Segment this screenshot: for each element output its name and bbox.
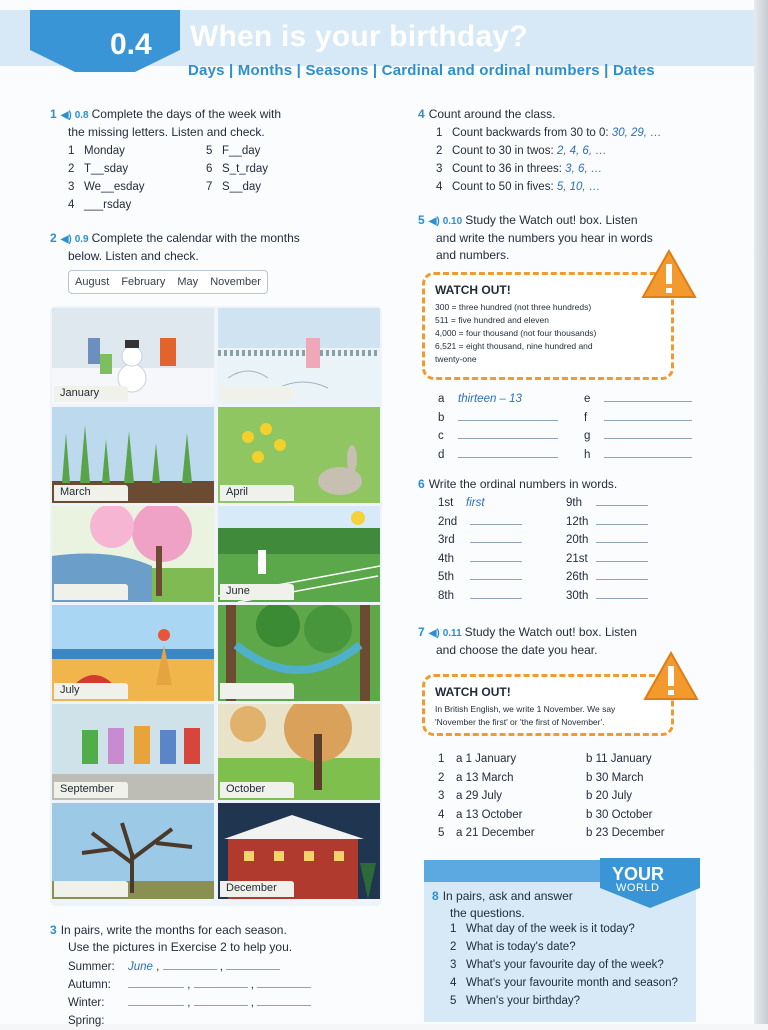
month-label: January	[54, 386, 128, 402]
question-item: 1 What day of the week is it today?	[450, 923, 635, 935]
watch-out-line: In British English, we write 1 November. We say	[435, 704, 616, 714]
question-item: 3 What's your favourite day of the week?	[450, 959, 664, 971]
handwritten-answer: first	[466, 497, 485, 509]
instruction-line: and write the numbers you hear in words	[436, 231, 653, 245]
choice-row: 2 a 13 March b 30 March	[438, 771, 644, 784]
calendar-picture-may	[52, 506, 214, 602]
season-row: Winter: , ,	[68, 994, 368, 1012]
watch-out-title: WATCH OUT!	[435, 283, 511, 297]
choice-row: 1 a 1 January b 11 January	[438, 753, 652, 765]
page-subtitle: Days | Months | Seasons | Cardinal and ordinal numbers | Dates	[188, 62, 655, 79]
exercise-number: 7	[418, 625, 425, 639]
instruction-line: below. Listen and check.	[68, 249, 199, 263]
audio-icon[interactable]: ◀)	[428, 628, 440, 639]
list-item: 3 We__esday	[68, 181, 145, 193]
calendar-picture-september	[52, 704, 214, 800]
ex5-answers: a thirteen – 13 e b f c g d h	[438, 390, 698, 464]
month-label	[220, 683, 294, 699]
unit-number: 0.4	[110, 28, 152, 61]
exercise-number: 3	[50, 923, 57, 937]
list-item: 7 S__day	[206, 181, 262, 193]
choice-row: 5 a 21 December b 23 December	[438, 827, 665, 839]
month-label: April	[220, 485, 294, 501]
watch-out-line: 6,521 = eight thousand, nine hundred and	[435, 341, 593, 351]
watch-out-line: 4,000 = four thousand (not four thousands)	[435, 328, 597, 338]
word-chip: August	[75, 276, 110, 288]
watch-out-box-dates	[422, 674, 674, 736]
season-row: Autumn: , ,	[68, 976, 368, 994]
month-label: March	[54, 485, 128, 501]
word-box	[68, 270, 268, 294]
list-item: 6 S_t_rday	[206, 163, 269, 175]
date-choices	[438, 750, 688, 843]
watch-out-line: 'November the first' or 'the first of November'.	[435, 717, 605, 727]
watch-out-title: WATCH OUT!	[435, 685, 511, 699]
instruction-line: the missing letters. Listen and check.	[68, 125, 265, 139]
instruction-line: and choose the date you hear.	[436, 643, 598, 657]
exercise-6-instruction	[418, 476, 708, 493]
instruction-line: Use the pictures in Exercise 2 to help you.	[68, 940, 293, 954]
word-chip: May	[177, 276, 199, 288]
watch-out-line: 511 = five hundred and eleven	[435, 315, 549, 325]
instruction-line: In pairs, write the months for each season.	[60, 923, 287, 937]
calendar-picture-july	[52, 605, 214, 701]
instruction-line: In pairs, ask and answer	[442, 889, 573, 903]
warning-icon	[640, 248, 698, 300]
your-world-label: WORLD	[616, 882, 660, 894]
audio-icon[interactable]: ◀)	[60, 234, 72, 245]
exercise-number: 8	[432, 889, 439, 903]
exercise-number: 1	[50, 107, 57, 121]
exercise-number: 2	[50, 231, 57, 245]
exercise-4-instruction	[418, 106, 718, 123]
page-title: When is your birthday?	[190, 20, 528, 53]
calendar-picture-august	[218, 605, 380, 701]
instruction-line: and numbers.	[436, 248, 510, 262]
list-item: 2 T__sday	[68, 163, 129, 175]
list-item: 1 Count backwards from 30 to 0: 30, 29, …	[436, 127, 662, 139]
ex4-list	[436, 124, 716, 196]
page-edge	[754, 0, 768, 1024]
ex1-list-left	[68, 142, 198, 214]
exercise-number: 5	[418, 213, 425, 227]
month-label	[54, 881, 128, 897]
month-label: October	[220, 782, 294, 798]
watch-out-line: 300 = three hundred (not three hundreds)	[435, 302, 592, 312]
word-chip: February	[121, 276, 166, 288]
list-item: 5 F__day	[206, 145, 261, 157]
handwritten-answer: June	[128, 961, 153, 973]
month-label: December	[220, 881, 294, 897]
instruction-line: Complete the days of the week with	[91, 107, 282, 121]
instruction-line: Count around the class.	[428, 107, 556, 121]
exercise-number: 4	[418, 107, 425, 121]
unit-tab	[30, 10, 180, 70]
audio-icon[interactable]: ◀)	[60, 110, 72, 121]
list-item: 4 ___rsday	[68, 199, 132, 211]
ordinal-grid: 1st first 9th 2nd 12th 3rd 20th 4th 21st 5th 26th 8th 30th	[438, 494, 668, 605]
audio-track: 0.9	[74, 234, 89, 245]
ex1-list-right	[206, 142, 336, 196]
handwritten-answer: thirteen – 13	[458, 393, 522, 405]
calendar-picture-november	[52, 803, 214, 899]
month-label	[220, 386, 294, 402]
season-lines	[68, 958, 368, 1030]
choice-row: 3 a 29 July b 20 July	[438, 790, 633, 802]
exercise-2-instruction	[50, 230, 380, 265]
month-label: June	[220, 584, 294, 600]
instruction-line: Complete the calendar with the months	[91, 231, 300, 245]
calendar-picture-february	[218, 308, 380, 404]
choice-row: 4 a 13 October b 30 October	[438, 808, 653, 821]
watch-out-line: twenty-one	[435, 354, 477, 364]
calendar	[50, 306, 382, 906]
calendar-picture-june	[218, 506, 380, 602]
exercise-3-instruction	[50, 922, 380, 956]
exercise-1-instruction	[50, 106, 370, 141]
season-row: Summer: June , ,	[68, 958, 368, 976]
audio-track: 0.8	[74, 110, 89, 121]
calendar-picture-march	[52, 407, 214, 503]
audio-track: 0.11	[442, 628, 462, 639]
ex8-questions	[450, 920, 694, 1010]
instruction-line: Study the Watch out! box. Listen	[465, 213, 638, 227]
season-row: Spring:	[68, 1015, 105, 1027]
exercise-8-instruction	[432, 888, 602, 922]
list-item: 2 Count to 30 in twos: 2, 4, 6, …	[436, 145, 607, 157]
calendar-picture-december	[218, 803, 380, 899]
list-item: 4 Count to 50 in fives: 5, 10, …	[436, 181, 601, 193]
question-item: 4 What's your favourite month and season?	[450, 977, 678, 989]
month-label: September	[54, 782, 128, 798]
calendar-picture-april	[218, 407, 380, 503]
word-chip: November	[210, 276, 261, 288]
question-item: 2 What is today's date?	[450, 941, 576, 953]
audio-track: 0.10	[442, 216, 463, 227]
question-item: 5 When's your birthday?	[450, 995, 581, 1007]
list-item: 1 Monday	[68, 145, 125, 157]
month-label: July	[54, 683, 128, 699]
list-item: 3 Count to 36 in threes: 3, 6, …	[436, 163, 603, 175]
audio-icon[interactable]: ◀)	[428, 216, 440, 227]
month-label	[54, 584, 128, 600]
calendar-picture-january	[52, 308, 214, 404]
instruction-line: Write the ordinal numbers in words.	[428, 477, 618, 491]
your-world-label: YOUR	[612, 864, 665, 884]
exercise-number: 6	[418, 477, 425, 491]
warning-icon	[642, 650, 700, 702]
calendar-picture-october	[218, 704, 380, 800]
instruction-line: Study the Watch out! box. Listen	[464, 625, 637, 639]
instruction-line: the questions.	[450, 906, 525, 920]
watch-out-box-numbers	[422, 272, 674, 380]
